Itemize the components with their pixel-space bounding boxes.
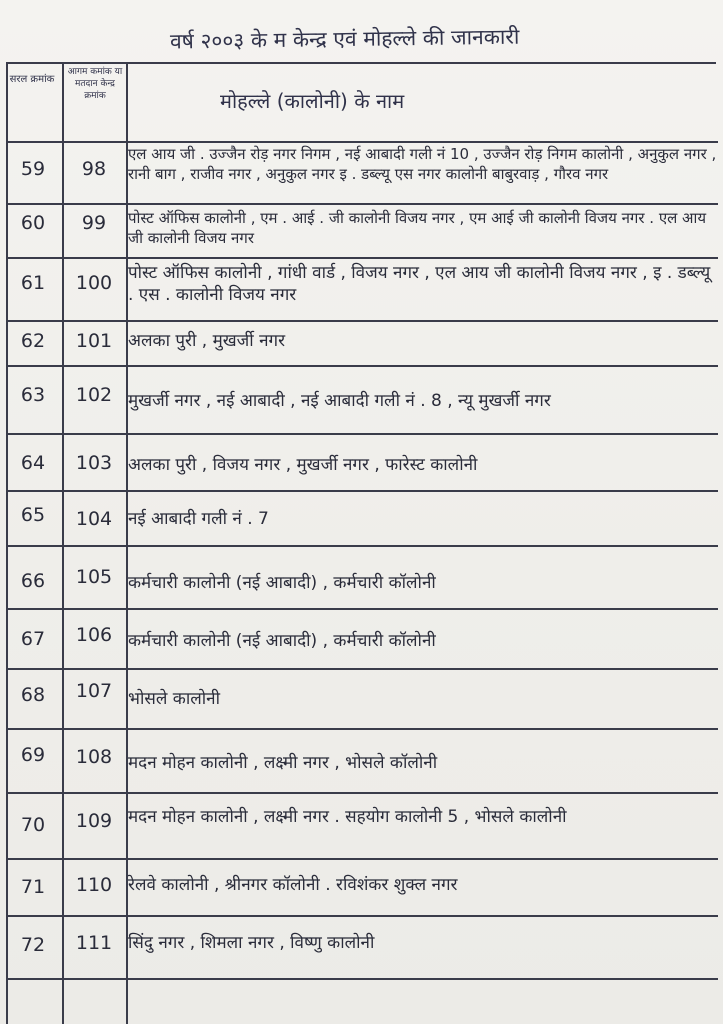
row-serial: 59 bbox=[20, 158, 46, 180]
row-divider bbox=[6, 257, 718, 259]
row-divider bbox=[6, 203, 718, 205]
row-ward: 110 bbox=[75, 874, 113, 896]
row-divider bbox=[6, 668, 718, 670]
row-serial: 66 bbox=[20, 570, 46, 592]
row-ward: 111 bbox=[75, 932, 113, 954]
row-serial: 60 bbox=[20, 212, 46, 234]
row-names: मदन मोहन कालोनी , लक्ष्मी नगर . सहयोग कालोनी 5 , भोसले कालोनी bbox=[128, 807, 567, 827]
row-names: पोस्ट ऑफिस कालोनी , एम . आई . जी कालोनी विजय नगर , एम आई जी कालोनी विजय नगर . एल आय जी कालोनी विजय नगर bbox=[128, 209, 707, 247]
row-ward: 101 bbox=[75, 330, 113, 352]
row-names: मुखर्जी नगर , नई आबादी , नई आबादी गली नं . 8 , न्यू मुखर्जी नगर bbox=[128, 391, 551, 411]
row-divider bbox=[6, 792, 718, 794]
row-ward: 100 bbox=[75, 272, 113, 294]
row-divider bbox=[6, 490, 718, 492]
row-names: मदन मोहन कालोनी , लक्ष्मी नगर , भोसले कॉलोनी bbox=[128, 753, 438, 773]
row-divider bbox=[6, 915, 718, 917]
row-names: नई आबादी गली नं . 7 bbox=[128, 509, 269, 529]
row-ward: 104 bbox=[75, 508, 113, 530]
row-names: अलका पुरी , मुखर्जी नगर bbox=[128, 331, 286, 351]
header-serial: सरल क्रमांक bbox=[9, 74, 55, 85]
row-serial: 68 bbox=[20, 684, 46, 706]
row-ward: 109 bbox=[75, 810, 113, 832]
row-divider bbox=[6, 978, 718, 980]
row-ward: 98 bbox=[81, 158, 107, 180]
row-ward: 106 bbox=[75, 624, 113, 646]
row-divider bbox=[6, 320, 718, 322]
row-ward: 99 bbox=[81, 212, 107, 234]
row-names: रेलवे कालोनी , श्रीनगर कॉलोनी . रविशंकर शुक्ल नगर bbox=[128, 875, 458, 895]
row-serial: 71 bbox=[20, 876, 46, 898]
row-divider bbox=[6, 365, 718, 367]
row-names: कर्मचारी कालोनी (नई आबादी) , कर्मचारी कॉलोनी bbox=[128, 573, 436, 593]
row-serial: 69 bbox=[20, 744, 46, 766]
row-divider bbox=[6, 141, 718, 143]
row-names: पोस्ट ऑफिस कालोनी , गांधी वार्ड , विजय नगर , एल आय जी कालोनी विजय नगर , इ . डब्ल्यू . एस . कालोनी विजय नगर bbox=[128, 263, 711, 305]
row-divider bbox=[6, 728, 718, 730]
row-names: सिंदु नगर , शिमला नगर , विष्णु कालोनी bbox=[128, 933, 375, 953]
row-serial: 61 bbox=[20, 272, 46, 294]
row-divider bbox=[6, 608, 718, 610]
row-names: एल आय जी . उज्जैन रोड़ नगर निगम , नई आबादी गली नं 10 , उज्जैन रोड़ निगम कालोनी , अनुकुल नगर , रानी बाग , राजीव नगर , अनुकुल नगर इ . डब्ल्यू एस नगर कालोनी बाबुरवाड़ , गौरव नगर bbox=[128, 145, 717, 183]
row-divider bbox=[6, 62, 716, 64]
row-ward: 107 bbox=[75, 680, 113, 702]
row-names: भोसले कालोनी bbox=[128, 689, 221, 709]
row-names: कर्मचारी कालोनी (नई आबादी) , कर्मचारी कॉलोनी bbox=[128, 631, 436, 651]
row-ward: 108 bbox=[75, 746, 113, 768]
row-serial: 64 bbox=[20, 452, 46, 474]
header-names: मोहल्ले (कालोनी) के नाम bbox=[220, 89, 405, 113]
row-ward: 103 bbox=[75, 452, 113, 474]
row-serial: 67 bbox=[20, 628, 46, 650]
row-serial: 63 bbox=[20, 384, 46, 406]
row-ward: 105 bbox=[75, 566, 113, 588]
row-serial: 65 bbox=[20, 504, 46, 526]
page-title: वर्ष २००३ के म केन्द्र एवं मोहल्ले की जानकारी bbox=[169, 24, 520, 54]
row-serial: 72 bbox=[20, 934, 46, 956]
row-serial: 70 bbox=[20, 814, 46, 836]
row-divider bbox=[6, 858, 718, 860]
row-serial: 62 bbox=[20, 330, 46, 352]
row-divider bbox=[6, 545, 718, 547]
row-ward: 102 bbox=[75, 384, 113, 406]
row-names: अलका पुरी , विजय नगर , मुखर्जी नगर , फारेस्ट कालोनी bbox=[128, 455, 478, 475]
header-ward: आगम कमांक या मतदान केन्द्र क्रमांक bbox=[67, 67, 123, 101]
row-divider bbox=[6, 433, 718, 435]
